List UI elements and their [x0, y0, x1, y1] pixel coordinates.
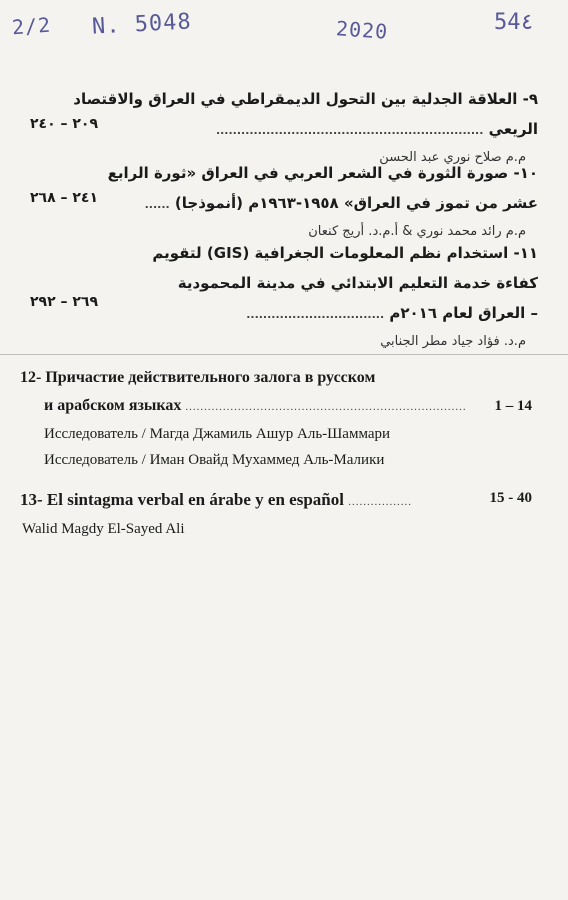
toc-entry-author: م.د. فؤاد جياد مطر الجنابي — [380, 334, 526, 349]
leader-dots: ................................. — [246, 308, 385, 321]
toc-entry-author: م.م صلاح نوري عبد الحسن — [379, 150, 526, 165]
toc-entry-13 — [20, 486, 540, 542]
toc-entry-12 — [20, 364, 540, 473]
handwritten-year: 2020 — [335, 16, 389, 44]
toc-entry-11 — [28, 238, 538, 354]
toc-entry-pages: ٢٠٩ – ٢٤٠ — [30, 116, 99, 132]
toc-entry-title-cont — [28, 298, 538, 330]
handwritten-note-left: 2/2 — [11, 12, 52, 40]
toc-entry-title: ١٠- صورة الثورة في الشعر العربي في العراق «ثورة الرابع — [107, 164, 538, 182]
scan-divider — [0, 354, 568, 355]
leader-dots: ................. — [348, 496, 412, 508]
toc-entry-author-2: Исследователь / Иман Овайд Мухаммед Аль-Малики — [44, 452, 385, 468]
toc-entry-pages: ٢٦٩ – ٢٩٢ — [30, 294, 99, 310]
leader-dots: ................................................................ — [215, 124, 484, 137]
toc-entry-title-line2: и арабском языках — [44, 397, 182, 414]
toc-entry-pages: 1 – 14 — [494, 398, 532, 414]
toc-entry-author-1: Исследователь / Магда Джамиль Ашур Аль-Шаммари — [44, 426, 391, 442]
toc-entry-title: ٩- العلاقة الجدلية بين التحول الديمقراطي في العراق والاقتصاد — [73, 90, 538, 108]
toc-entry-title: 12- Причастие действительного залога в русском — [20, 369, 376, 386]
toc-entry-10 — [28, 158, 538, 244]
toc-entry-title: ١١- استخدام نظم المعلومات الجغرافية (GIS) لتقويم — [152, 244, 538, 262]
leader-dots: ...... — [144, 198, 170, 211]
toc-entry-title-cont — [28, 114, 538, 146]
toc-entry-pages: 15 - 40 — [489, 490, 532, 506]
leader-dots: ........................................................................... — [185, 401, 467, 413]
toc-entry-title-cont — [20, 392, 540, 421]
handwritten-note-right: 54٤ — [494, 10, 534, 35]
toc-entry-title-line2: عشر من تموز في العراق» ١٩٥٨-١٩٦٣م (أنموذجا) — [174, 194, 538, 212]
toc-entry-title-line3: – العراق لعام ٢٠١٦م — [389, 304, 538, 322]
handwritten-accession-number: N. 5048 — [91, 9, 193, 40]
toc-entry-title: 13- El sintagma verbal en árabe y en español — [20, 490, 344, 509]
toc-entry-pages: ٢٤١ – ٢٦٨ — [30, 190, 99, 206]
toc-entry-title-cont — [28, 188, 538, 220]
toc-entry-title-line2: كفاءة خدمة التعليم الابتدائي في مدينة المحمودية — [177, 274, 538, 292]
toc-entry-title-line2: الريعي — [488, 120, 538, 138]
toc-entry-author: م.م رائد محمد نوري & أ.م.د. أريج كنعان — [308, 224, 526, 239]
toc-entry-title-row — [20, 486, 540, 516]
toc-entry-author: Walid Magdy El-Sayed Ali — [22, 521, 185, 537]
